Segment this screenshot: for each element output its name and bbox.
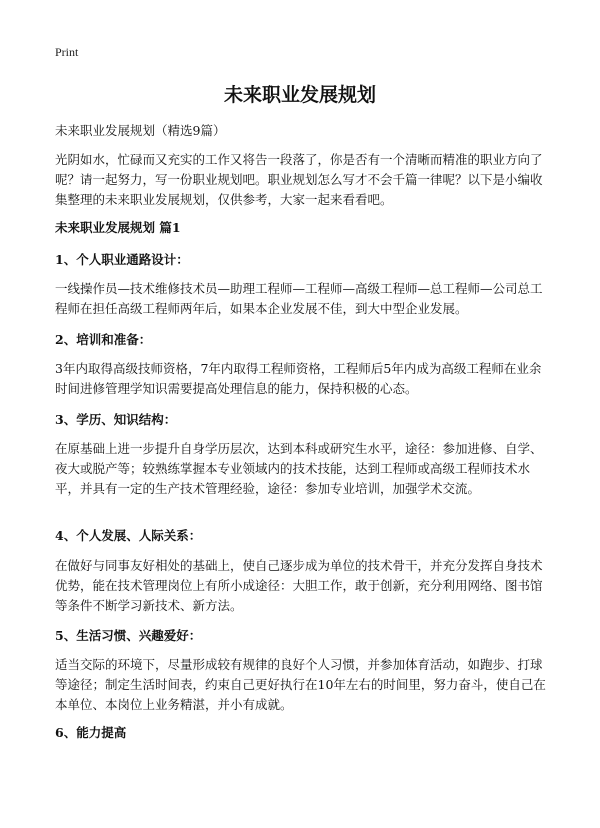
section-heading-2: 2、培训和准备： (55, 332, 152, 347)
document-subtitle: 未来职业发展规划（精选9篇） (55, 123, 226, 138)
section-heading-6: 6、能力提高 (55, 725, 127, 740)
section-text-1: 一线操作员—技术维修技术员—助理工程师—工程师—高级工程师—总工程师—公司总工程师在担任高级工程师两年后，如果本企业发展不佳，到大中型企业发展。 (55, 281, 543, 316)
document-title: 未来职业发展规划 (223, 84, 376, 106)
section-text-2: 3年内取得高级技师资格，7年内取得工程师资格，工程师后5年内成为高级工程师在业余时间进修管理学知识需要提高处理信息的能力，保持积极的心态。 (55, 361, 542, 396)
intro-paragraph: 光阴如水，忙碌而又充实的工作又将告一段落了，你是否有一个清晰而精准的职业方向了呢？请一起努力，写一份职业规划吧。职业规划怎么写才不会千篇一律呢？以下是小编收集整理的未来职业发展规划，仅供参考，大家一起来看看吧。 (55, 152, 543, 207)
section-text-4: 在做好与同事友好相处的基础上，使自己逐步成为单位的技术骨干，并充分发挥自身技术优势，能在技术管理岗位上有所小成途径：大胆工作，敢于创新，充分利用网络、图书馆等条件不断学习新技术、新方法。 (55, 558, 543, 613)
part-heading: 未来职业发展规划 篇1 (55, 220, 181, 235)
section-heading-3: 3、学历、知识结构： (55, 412, 177, 427)
section-text-3: 在原基础上进一步提升自身学历层次，达到本科或研究生水平，途径：参加进修、自学、夜大或脱产等；较熟练掌握本专业领域内的技术技能，达到工程师或高级工程师技术水平，并具有一定的生产技术管理经验，途径：参加专业培训，加强学术交流。 (55, 441, 543, 496)
print-label: Print (55, 45, 79, 59)
section-heading-5: 5、生活习惯、兴趣爱好： (55, 628, 202, 643)
section-heading-1: 1、个人职业通路设计： (55, 252, 189, 267)
section-text-5: 适当交际的环境下，尽量形成较有规律的良好个人习惯，并参加体育活动，如跑步、打球等途径；制定生活时间表，约束自己更好执行在10年左右的时间里，努力奋斗，使自己在本单位、本岗位上业务精湛，并小有成就。 (55, 657, 546, 712)
section-heading-4: 4、个人发展、人际关系： (55, 528, 202, 543)
